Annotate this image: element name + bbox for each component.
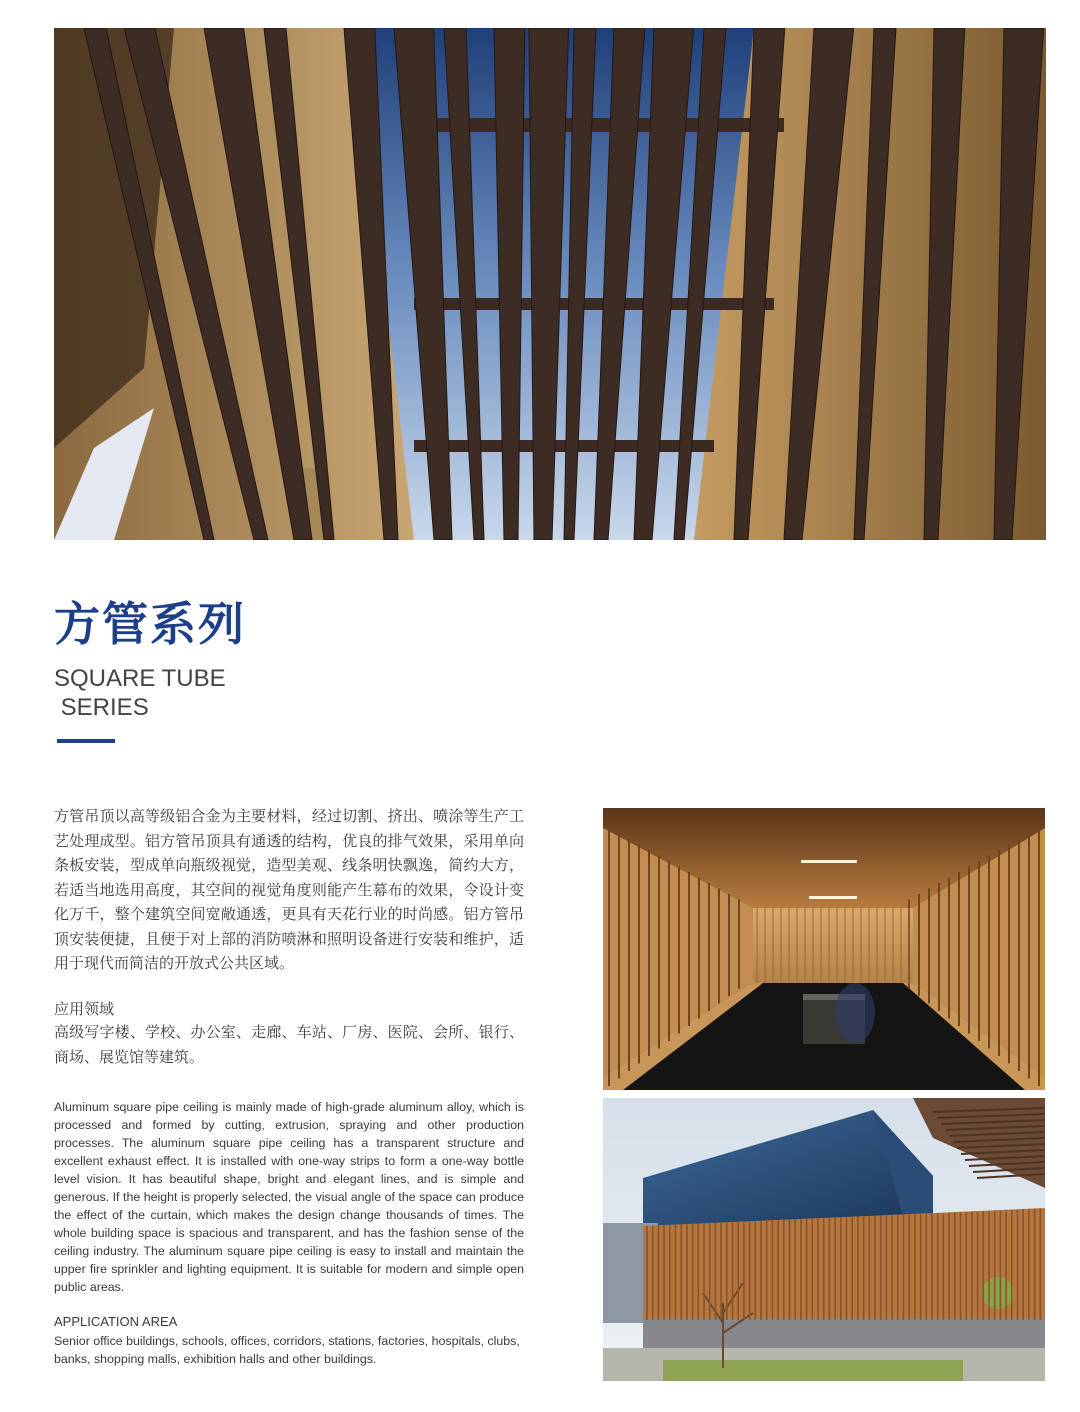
page-title-cn: 方管系列 xyxy=(54,597,246,651)
description-en: Aluminum square pipe ceiling is mainly made of high-grade aluminum alloy, which is processed and formed by cutting, extrusion, spraying and other production processes. The aluminum square pipe ceiling has a transparent structure and excellent exhaust effect. It is installed with one-way strips to form a one-way bottle level vision. It has beautiful shape, bright and elegant lines, and is simple and generous. If the height is properly selected, the visual angle of the space can produce the effect of the curtain, which makes the design change thousands of times. The whole building space is spacious and transparent, and has the fashion sense of the ceiling industry. The aluminum square pipe ceiling is easy to install and maintain the upper fire sprinkler and lighting equipment. It is suitable for modern and simple open public areas. xyxy=(54,1100,524,1294)
description-cn: 方管吊顶以高等级铝合金为主要材料，经过切割、挤出、喷涂等生产工艺处理成型。铝方管吊顶具有通透的结构，优良的排气效果，采用单向条板安装，型成单向瓶级视觉，造型美观、线条明快飘逸，简约大方，若适当地选用高度，其空间的视觉角度则能产生幕布的效果，令设计变化万千，整个建筑空间宽敞通透，更具有天花行业的时尚感。铝方管吊顶安装便捷，且便于对上部的消防喷淋和照明设备进行安装和维护，适用于现代而简洁的开放式公共区域。 xyxy=(54,807,524,972)
hero-photo-louvers xyxy=(54,28,1046,540)
application-text-cn: 高级写字楼、学校、办公室、走廊、车站、厂房、医院、会所、银行、商场、展览馆等建筑。 xyxy=(54,1023,524,1066)
application-heading-cn: 应用领域 xyxy=(54,1000,115,1018)
photo-interior-wood-slats xyxy=(603,808,1045,1090)
photo-building-exterior xyxy=(603,1098,1045,1381)
application-text-en: Senior office buildings, schools, offices, corridors, stations, factories, hospitals, clubs, banks, shopping malls, exhibition halls and other buildings. xyxy=(54,1334,520,1366)
application-heading-en: APPLICATION AREA xyxy=(54,1314,178,1329)
title-underline xyxy=(57,739,115,743)
page-title-en: SQUARE TUBE SERIES xyxy=(54,665,226,721)
